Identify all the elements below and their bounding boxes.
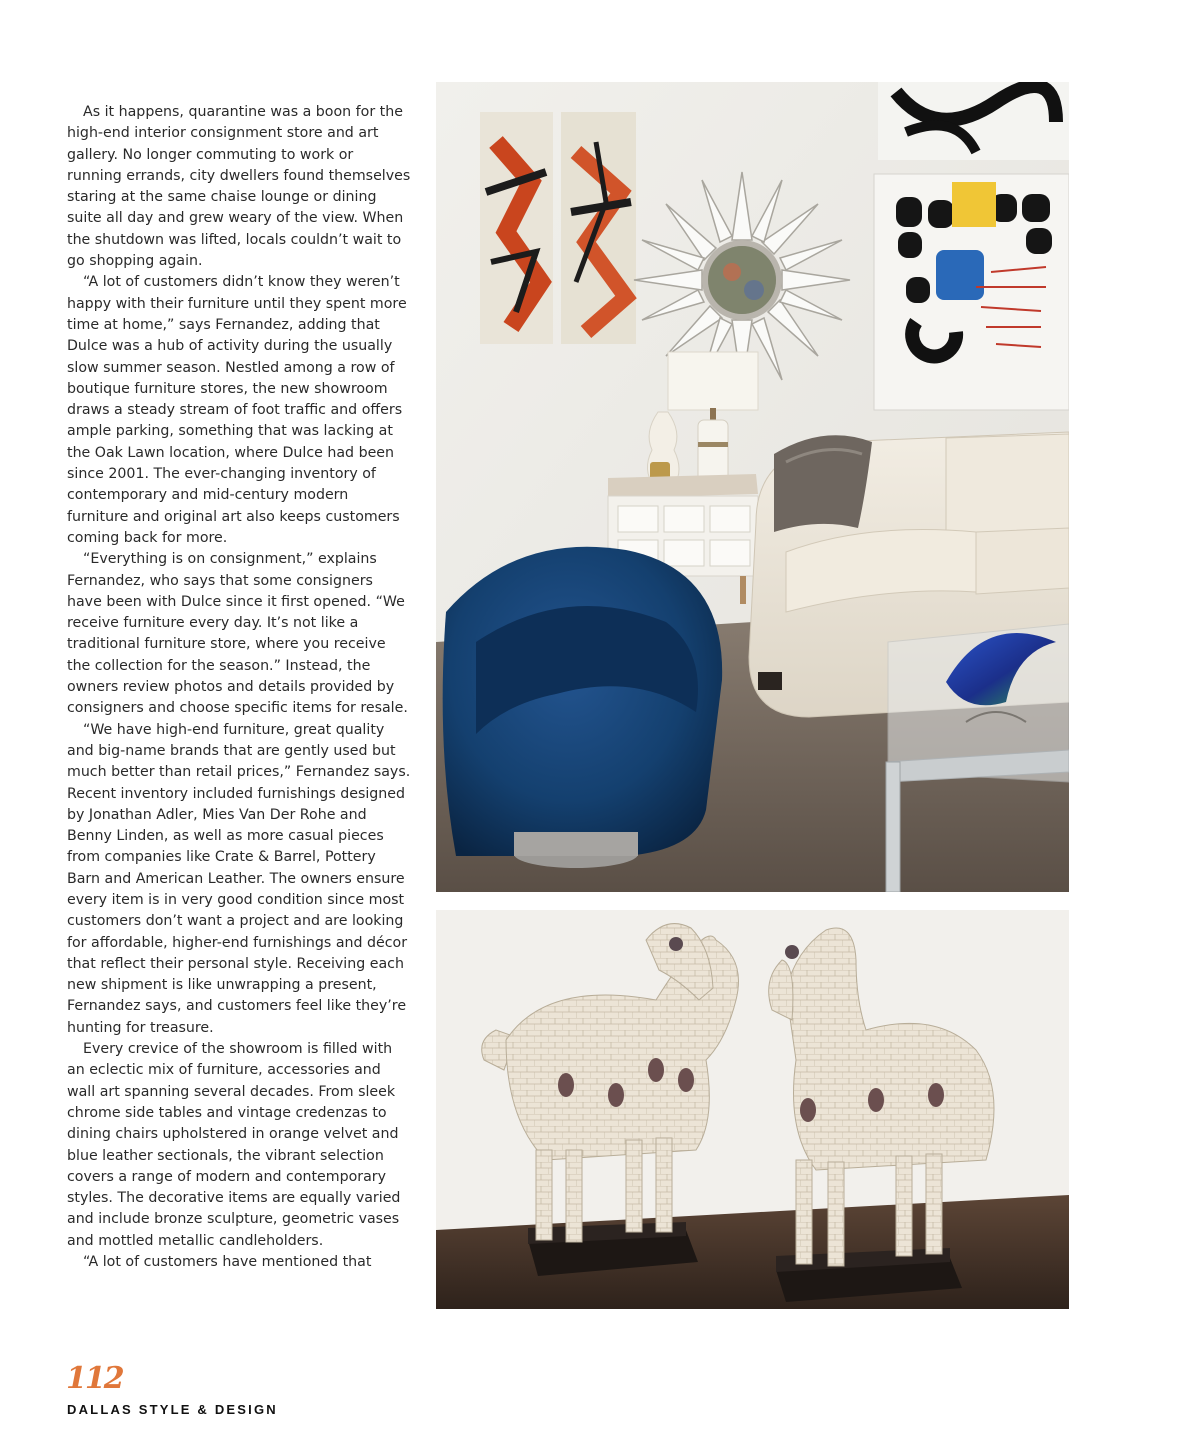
horse-sculptures-photo	[436, 910, 1069, 1309]
publication-name: DALLAS STYLE & DESIGN	[67, 1402, 278, 1417]
showroom-photo	[436, 82, 1069, 892]
abstract-painting-large	[874, 174, 1069, 410]
abstract-painting-top	[878, 82, 1069, 160]
article-paragraph: “A lot of customers have mentioned that	[83, 1254, 372, 1271]
blue-velvet-chair	[443, 547, 722, 868]
article-paragraph: “Everything is on consignment,” explains Fernandez, who says that some consigners have been with Dulce since it first opened. “We receive furniture every day. It’s not like a traditional furniture store, where you receive the collection for the season.” Instead, the owners review photos and details provided by consigners and choose specific items for resale.	[67, 551, 408, 717]
article-paragraph: Every crevice of the showroom is filled with an eclectic mix of furniture, accessories and wall art spanning several decades. From sleek chrome side tables and vintage credenzas to dining chairs upholstered in orange velvet and blue leather sectionals, the vibrant selection covers a range of modern and contemporary styles. The decorative items are equally varied and include bronze sculpture, geometric vases and mottled metallic candleholders.	[67, 1041, 401, 1249]
article-paragraph: “We have high-end furniture, great quality and big-name brands that are gently used but much better than retail prices,” Fernandez says. Recent inventory included furnishings designed by Jonathan Adler, Mies Van Der Rohe and Benny Linden, as well as more casual pieces from companies like Crate & Barrel, Pottery Barn and American Leather. The owners ensure every item is in very good condition since most customers don’t want a project and are looking for affordable, higher-end furnishings and décor that reflect their personal style. Receiving each new shipment is like unwrapping a present, Fernandez says, and customers feel like they’re hunting for treasure.	[67, 721, 411, 1036]
page-number: 112	[66, 1361, 123, 1396]
article-paragraph: As it happens, quarantine was a boon for the high-end interior consignment store and art gallery. No longer commuting to work or running errands, city dwellers found themselves staring at the same chaise lounge or dining suite all day and grew weary of the view. When the shutdown was lifted, locals couldn’t wait to go shopping again.	[67, 104, 411, 270]
article-paragraph: “A lot of customers didn’t know they weren’t happy with their furniture until they spent more time at home,” says Fernandez, adding that Dulce was a hub of activity during the usually slow summer season. Nestled among a row of boutique furniture stores, the new showroom draws a steady stream of foot traffic and offers ample parking, something that was lacking at the Oak Lawn location, where Dulce had been since 2001. The ever-changing inventory of contemporary and mid-century modern furniture and original art also keeps customers coming back for more.	[67, 274, 407, 546]
article-body	[67, 102, 412, 1273]
